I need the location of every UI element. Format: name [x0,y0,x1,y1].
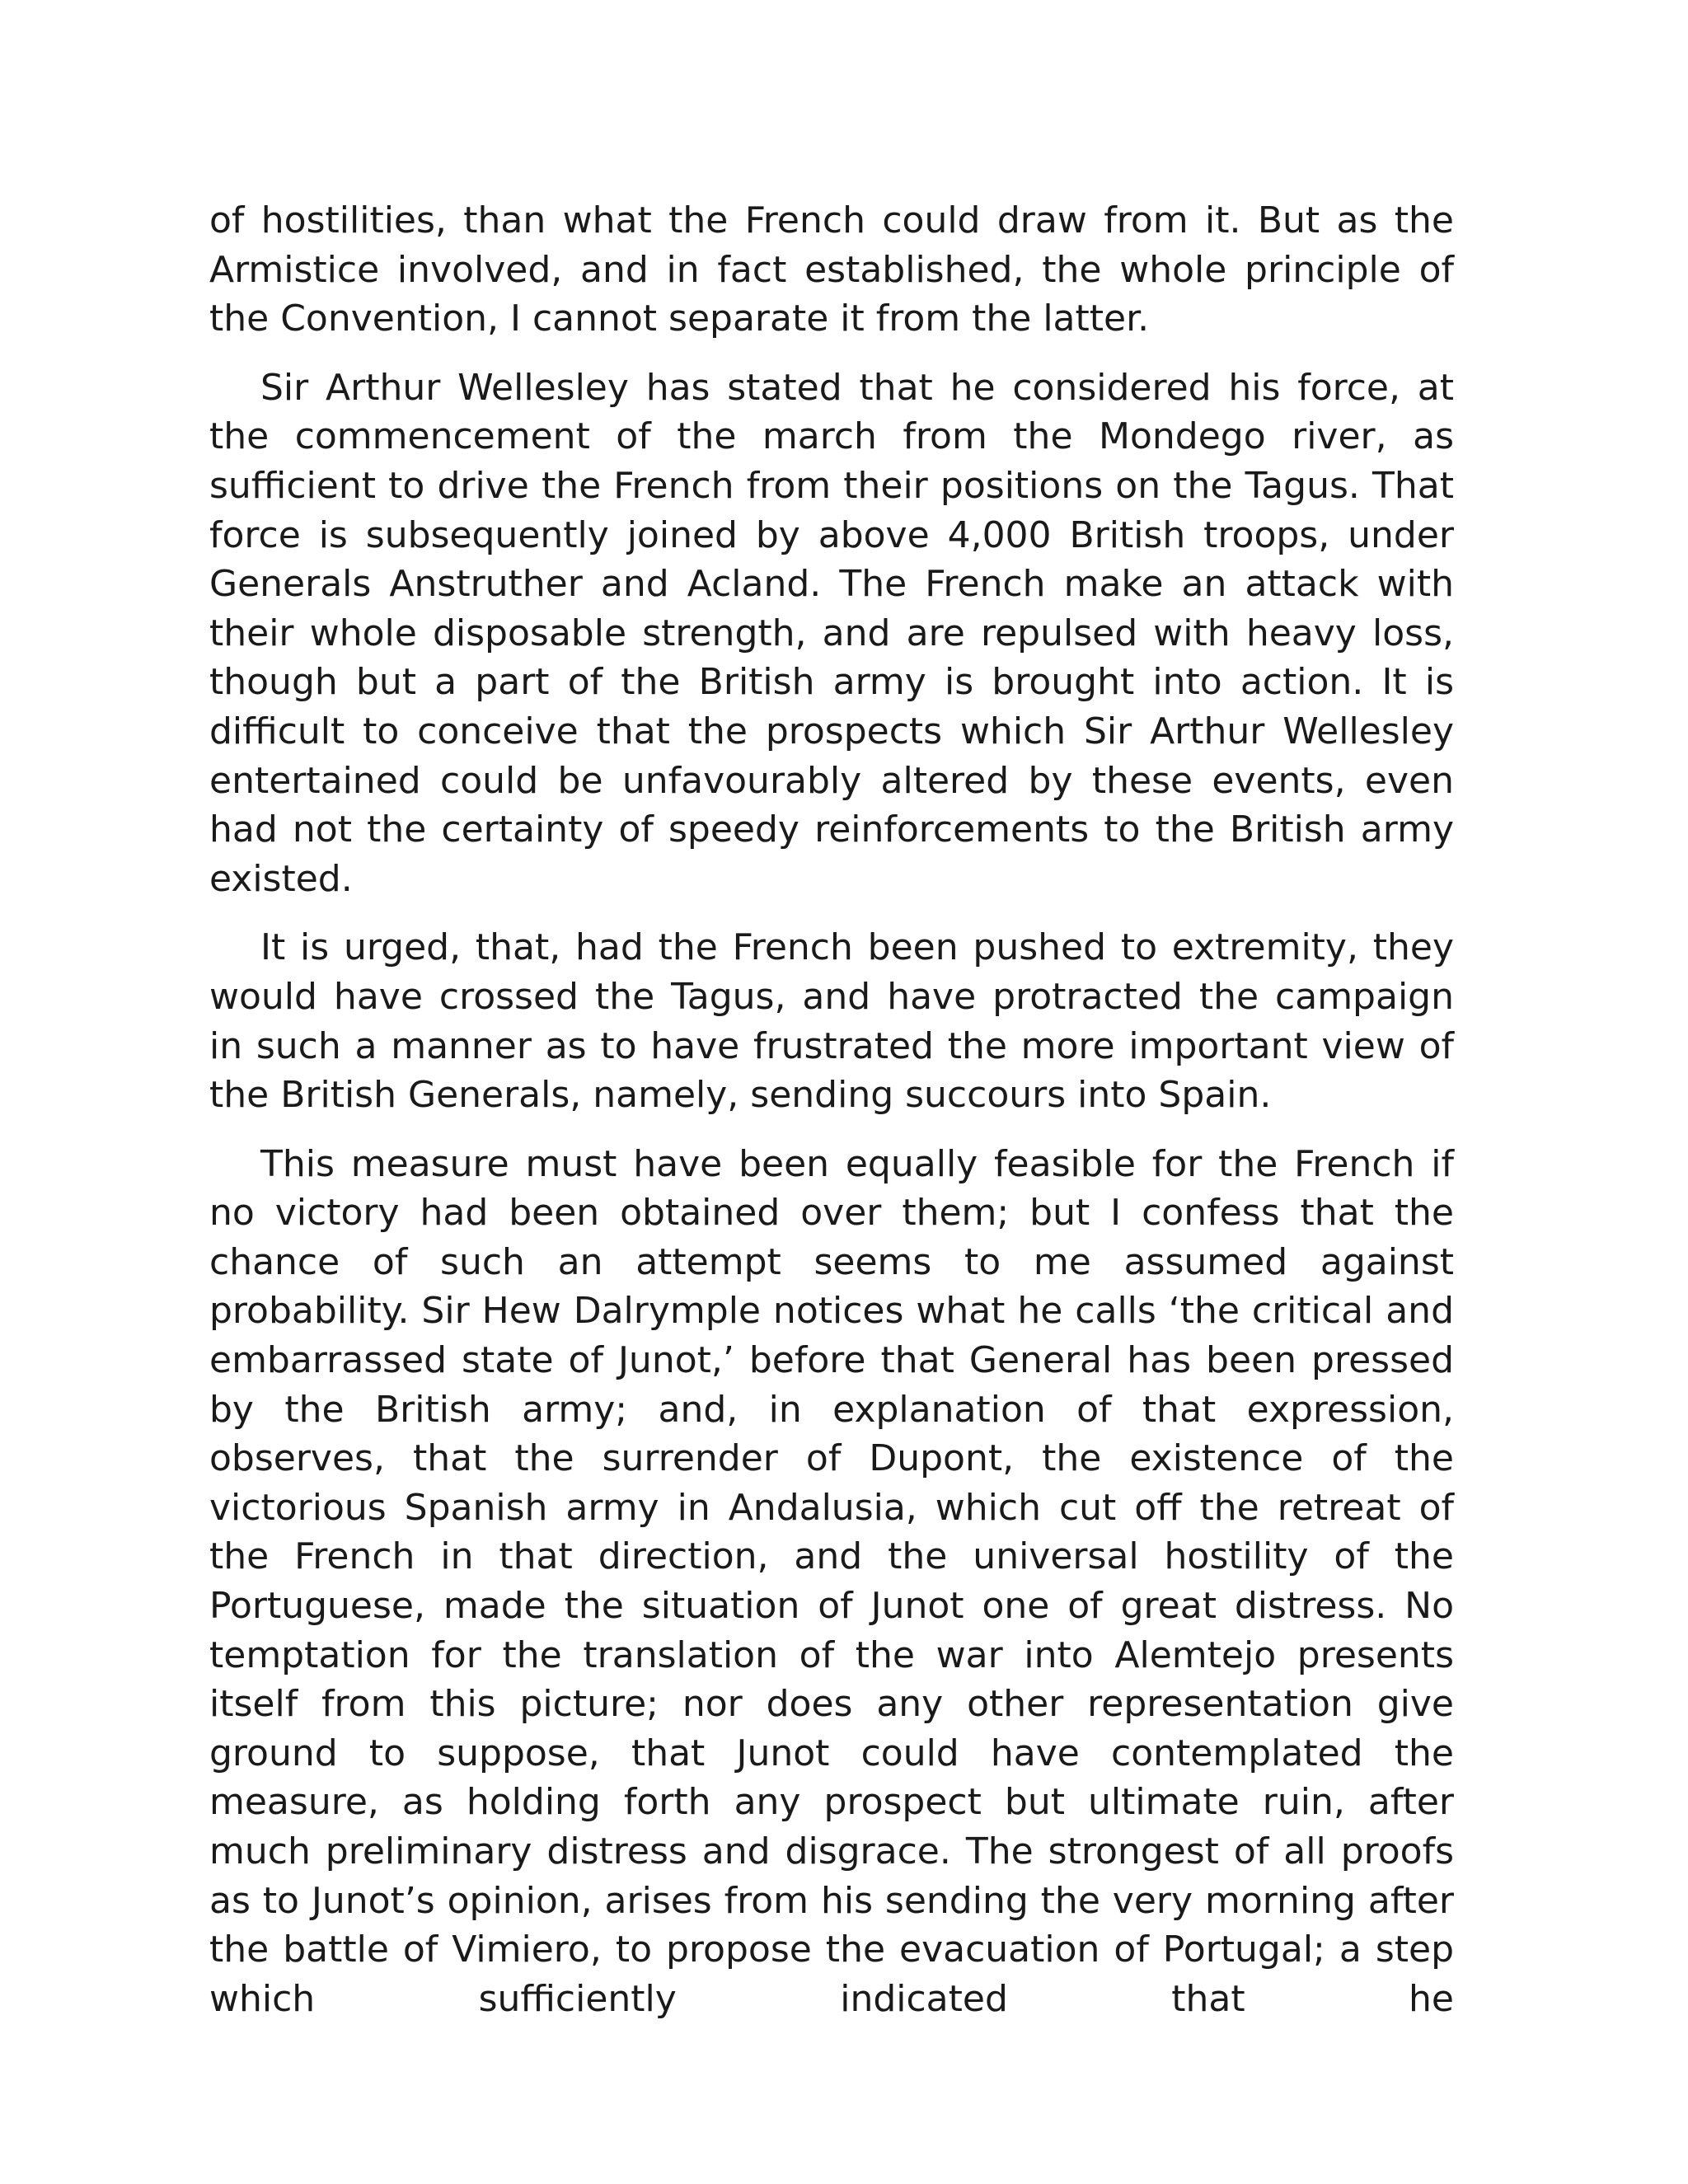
body-text [209,196,1454,2043]
paragraph-3: It is urged, that, had the French been pushed to extremity, they would have crossed the Tagus, and have protracted the campaign in such a manner as to have frustrated the more important view of the British Generals, namely, sending succours into Spain. [209,926,1454,1117]
paragraph-1: of hostilities, than what the French could draw from it. But as the Armistice involved, and in fact established, the whole principle of the Convention, I cannot separate it from the latter. [209,199,1454,340]
paragraph-4: This measure must have been equally feasible for the French if no victory had been obtained over them; but I confess that the chance of such an attempt seems to me assumed against probability. Sir Hew Dalrymple notices what he calls ‘the critical and embarrassed state of Junot,’ before that General has been pressed by the British army; and, in explanation of that expression, observes, that the surrender of Dupont, the existence of the victorious Spanish army in Andalusia, which cut off the retreat of the French in that direction, and the universal hostility of the Portuguese, made the situation of Junot one of great distress. No temptation for the translation of the war into Alemtejo presents itself from this picture; nor does any other representation give ground to suppose, that Junot could have contemplated the measure, as holding forth any prospect but ultimate ruin, after much preliminary distress and disgrace. The strongest of all proofs as to Junot’s opinion, arises from his sending the very morning after the battle of Vimiero, to propose the evacuation of Portugal; a step which sufficiently indicated that he [209,1142,1454,2020]
paragraph-2: Sir Arthur Wellesley has stated that he considered his force, at the commencement of the march from the Mondego river, as sufficient to drive the French from their positions on the Tagus. That force is subsequently joined by above 4,000 British troops, under Generals Anstruther and Acland. The French make an attack with their whole disposable strength, and are repulsed with heavy loss, though but a part of the British army is brought into action. It is difficult to conceive that the prospects which Sir Arthur Wellesley entertained could be unfavourably altered by these events, even had not the certainty of speedy reinforcements to the British army existed. [209,366,1454,900]
